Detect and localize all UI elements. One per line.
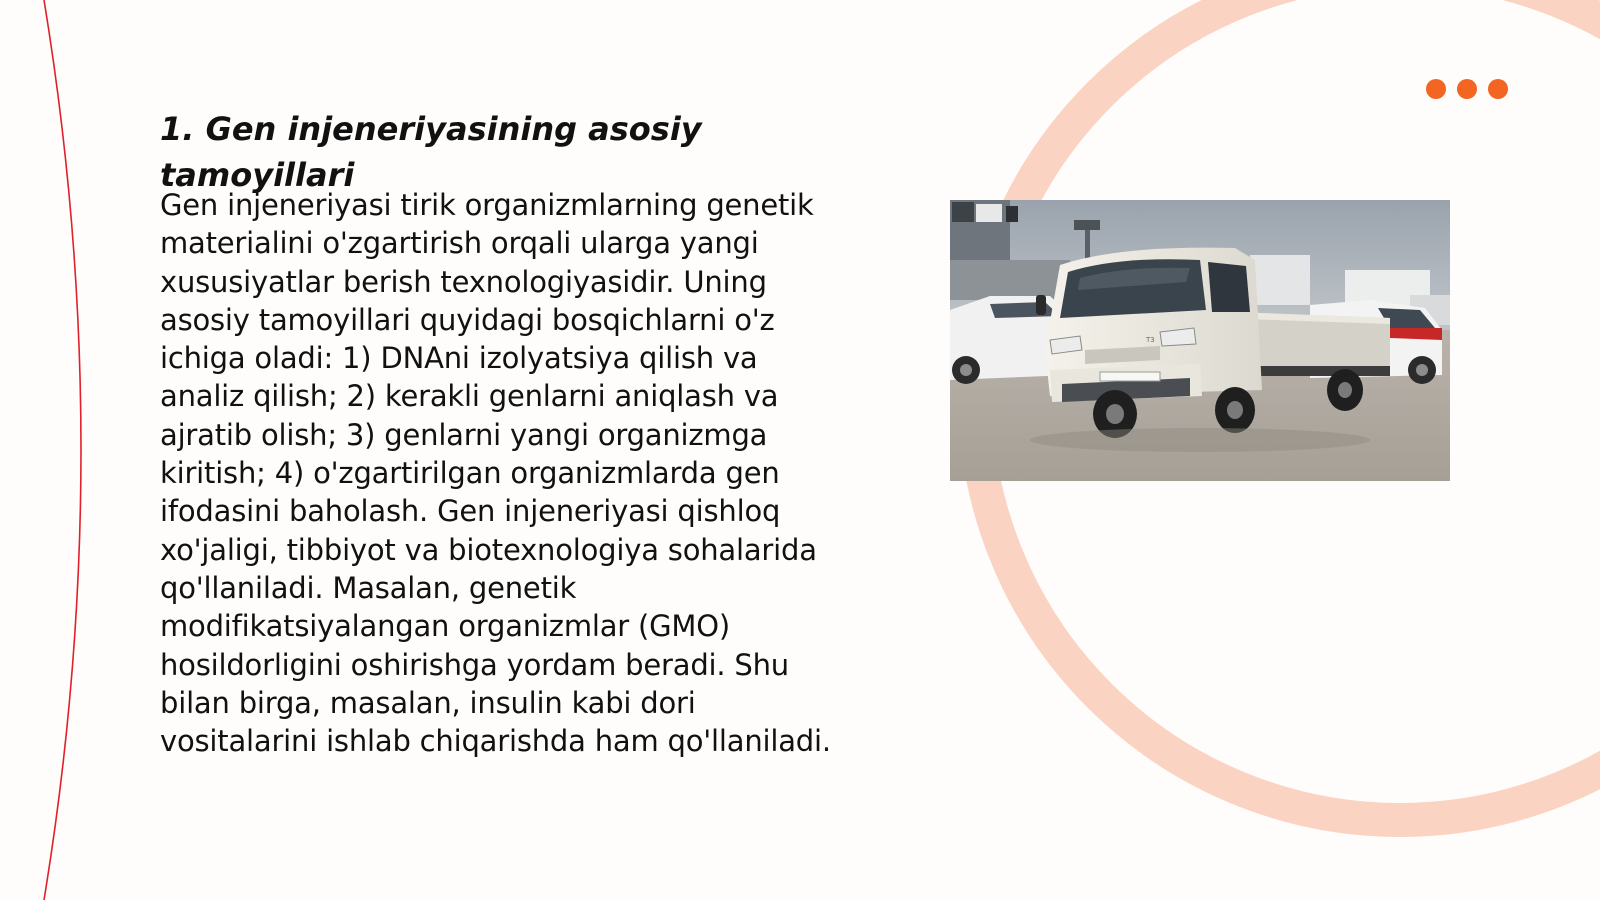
truck-illustration: [950, 200, 1450, 481]
menu-dots-icon: [1426, 79, 1508, 99]
svg-text:T3: T3: [1146, 336, 1155, 344]
dot: [1426, 79, 1446, 99]
dot: [1457, 79, 1477, 99]
left-curve-line: [44, 0, 81, 900]
slide-title: 1. Gen injeneriyasining asosiy tamoyillari: [160, 110, 702, 194]
truck-photo: [950, 200, 1450, 481]
dot: [1488, 79, 1508, 99]
slide-body-text: Gen injeneriyasi tirik organizmlarning genetik materialini o'zgartirish orqali ularga yangi xususiyatlar berish texnologiyasidir. Uning asosiy tamoyillari quyidagi bosqichlarni o'z ichiga oladi: 1) DNAni izolyatsiya qilish va analiz qilish; 2) kerakli genlarni aniqlash va ajratib olish; 3) genlarni yangi organizmga kiritish; 4) o'zgartirilgan organizmlarda gen ifodasini baholash. Gen injeneriyasi qishloq xo'jaligi, tibbiyot va biotexnologiya sohalarida qo'llaniladi. Masalan, genetik modifikatsiyalangan organizmlar (GMO) hosildorligini oshirishga yordam beradi. Shu bilan birga, masalan, insulin kabi dori vositalarini ishlab chiqarishda ham qo'llaniladi.: [160, 188, 831, 759]
